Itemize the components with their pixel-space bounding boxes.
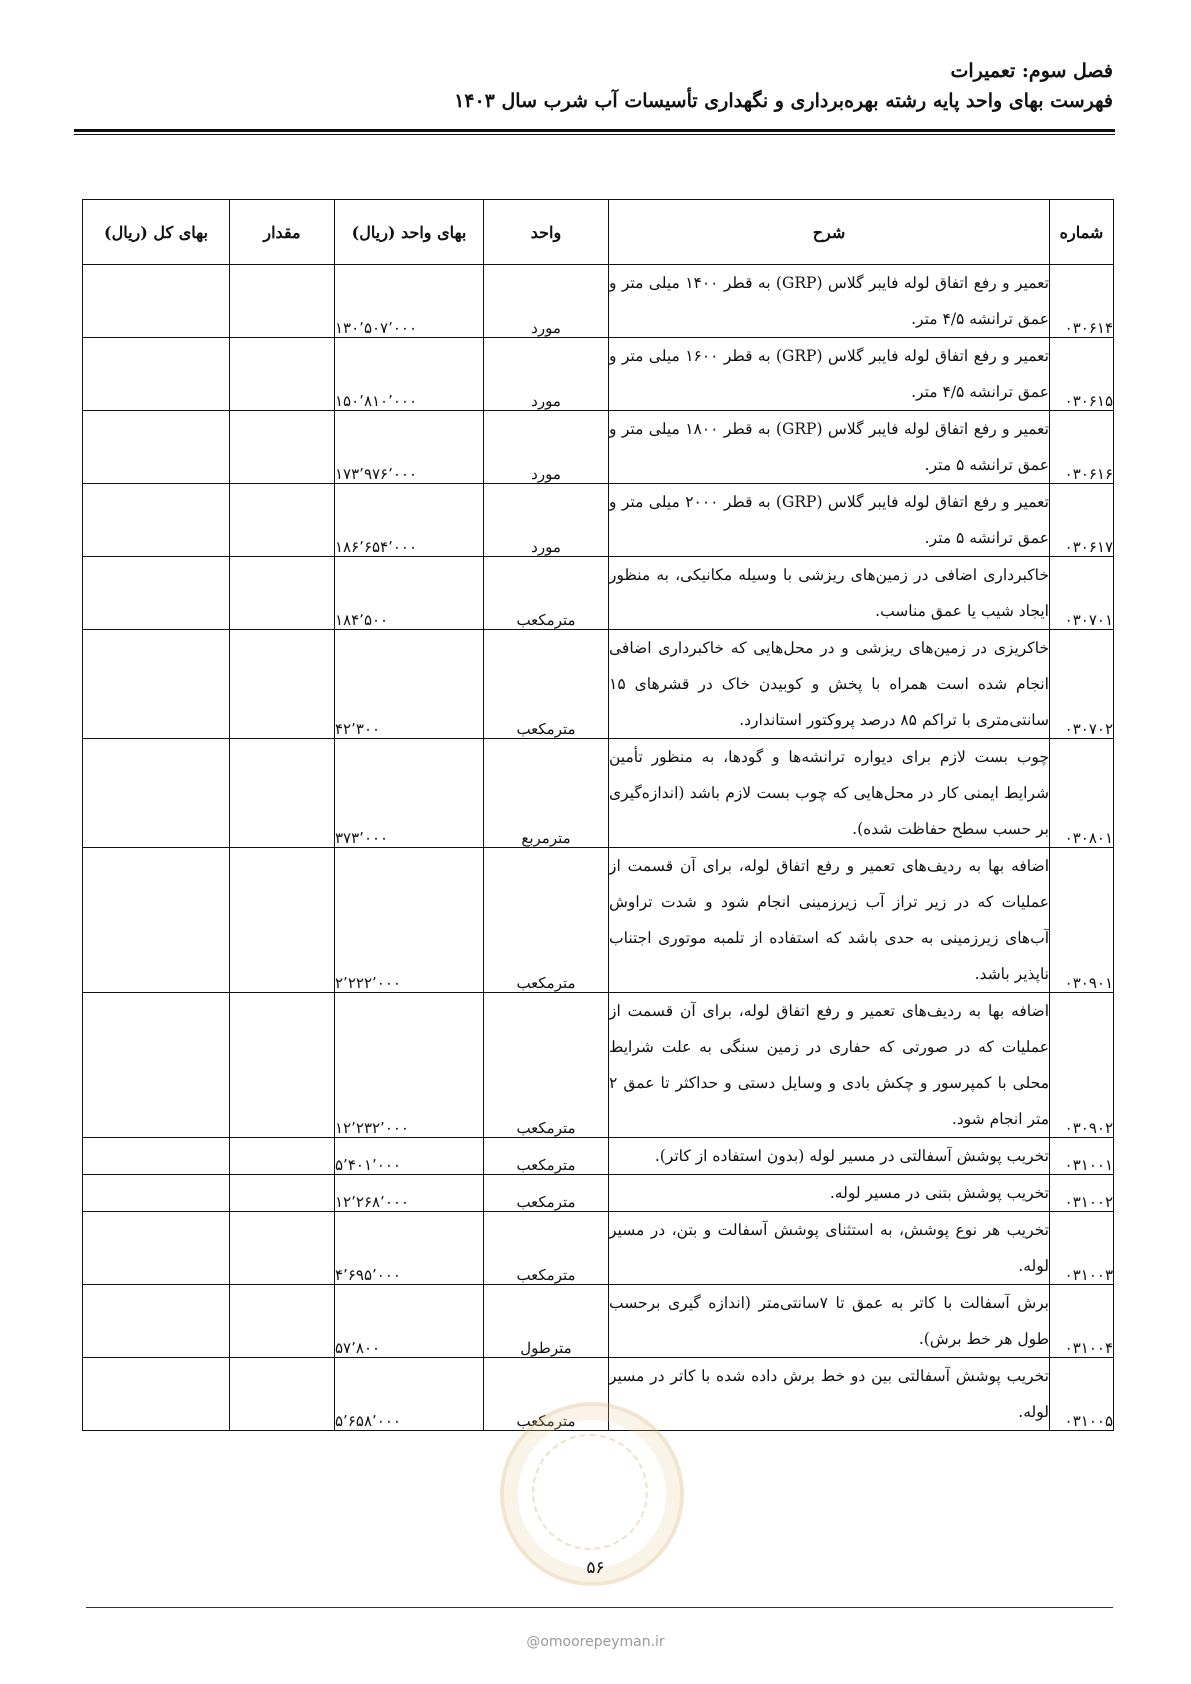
row-total-price bbox=[83, 1175, 230, 1212]
row-code: ۰۳۰۶۱۶ bbox=[1050, 411, 1114, 484]
row-unit-price: ۲٬۲۲۲٬۰۰۰ bbox=[335, 848, 484, 993]
row-unit: مترمکعب bbox=[484, 630, 609, 739]
row-unit-price: ۵٬۶۵۸٬۰۰۰ bbox=[335, 1358, 484, 1431]
row-quantity bbox=[230, 1175, 335, 1212]
row-total-price bbox=[83, 1358, 230, 1431]
row-description: تخریب پوشش آسفالتی بین دو خط برش داده شده با کاتر در مسیر لوله. bbox=[609, 1358, 1050, 1431]
row-description: اضافه بها به ردیف‌های تعمیر و رفع اتفاق لوله، برای آن قسمت از عملیات که در زیر تراز آب زیرزمینی انجام شود و شدت تراوش آب‌های زیرزمینی به حدی باشد که استفاده از تلمبه موتوری اجتناب ناپذیر باشد. bbox=[609, 848, 1050, 993]
chapter-title: فصل سوم: تعمیرات bbox=[950, 60, 1113, 82]
col-header-code: شماره bbox=[1050, 200, 1114, 265]
row-quantity bbox=[230, 1285, 335, 1358]
col-header-price: بهای واحد (ریال) bbox=[335, 200, 484, 265]
row-description: خاکبرداری اضافی در زمین‌های ریزشی با وسیله مکانیکی، به منظور ایجاد شیب یا عمق مناسب. bbox=[609, 557, 1050, 630]
header-rule-thin bbox=[74, 134, 1115, 135]
row-total-price bbox=[83, 557, 230, 630]
row-total-price bbox=[83, 848, 230, 993]
row-unit-price: ۳۷۳٬۰۰۰ bbox=[335, 739, 484, 848]
row-code: ۰۳۱۰۰۲ bbox=[1050, 1175, 1114, 1212]
row-description: خاکریزی در زمین‌های ریزشی و در محل‌هایی که خاکبرداری اضافی انجام شده است همراه با پخش و کوبیدن خاک در قشرهای ۱۵ سانتی‌متری با تراکم ۸۵ درصد پروکتور استاندارد. bbox=[609, 630, 1050, 739]
table-row bbox=[83, 1358, 1114, 1431]
row-description: اضافه بها به ردیف‌های تعمیر و رفع اتفاق لوله، برای آن قسمت از عملیات که در صورتی که حفاری در زمین سنگی به علت شرایط محلی با کمپرسور و چکش بادی و وسایل دستی و حداکثر تا عمق ۲ متر انجام شود. bbox=[609, 993, 1050, 1138]
row-unit-price: ۵۷٬۸۰۰ bbox=[335, 1285, 484, 1358]
row-code: ۰۳۰۷۰۲ bbox=[1050, 630, 1114, 739]
row-description: برش آسفالت با کاتر به عمق تا ۷سانتی‌متر (اندازه گیری برحسب طول هر خط برش). bbox=[609, 1285, 1050, 1358]
table-row bbox=[83, 265, 1114, 338]
row-code: ۰۳۱۰۰۴ bbox=[1050, 1285, 1114, 1358]
row-quantity bbox=[230, 993, 335, 1138]
col-header-desc: شرح bbox=[609, 200, 1050, 265]
row-unit: مترمکعب bbox=[484, 1138, 609, 1175]
table-row bbox=[83, 1285, 1114, 1358]
row-unit-price: ۱۲٬۲۶۸٬۰۰۰ bbox=[335, 1175, 484, 1212]
row-code: ۰۳۰۶۱۴ bbox=[1050, 265, 1114, 338]
row-unit: مترمکعب bbox=[484, 557, 609, 630]
row-total-price bbox=[83, 1212, 230, 1285]
row-unit: مترمکعب bbox=[484, 848, 609, 993]
document-title: فهرست بهای واحد پایه رشته بهره‌برداری و نگهداری تأسیسات آب شرب سال ۱۴۰۳ bbox=[454, 90, 1113, 112]
footer-rule bbox=[86, 1607, 1113, 1608]
site-watermark: @omoorepeyman.ir bbox=[526, 1634, 665, 1650]
table-row bbox=[83, 1212, 1114, 1285]
row-total-price bbox=[83, 739, 230, 848]
price-list-table bbox=[82, 199, 1114, 1431]
row-total-price bbox=[83, 1285, 230, 1358]
row-unit: مورد bbox=[484, 265, 609, 338]
row-quantity bbox=[230, 848, 335, 993]
page-header bbox=[78, 56, 1113, 116]
row-code: ۰۳۱۰۰۱ bbox=[1050, 1138, 1114, 1175]
row-unit-price: ۱۳۰٬۵۰۷٬۰۰۰ bbox=[335, 265, 484, 338]
row-code: ۰۳۰۹۰۲ bbox=[1050, 993, 1114, 1138]
row-unit-price: ۱۸۴٬۵۰۰ bbox=[335, 557, 484, 630]
row-description: تعمیر و رفع اتفاق لوله فایبر گلاس (GRP) به قطر ۱۶۰۰ میلی متر و عمق ترانشه ۴/۵ متر. bbox=[609, 338, 1050, 411]
row-unit-price: ۴۲٬۳۰۰ bbox=[335, 630, 484, 739]
row-total-price bbox=[83, 484, 230, 557]
table-row bbox=[83, 630, 1114, 739]
row-unit-price: ۱۵۰٬۸۱۰٬۰۰۰ bbox=[335, 338, 484, 411]
row-unit: مترمکعب bbox=[484, 1175, 609, 1212]
row-quantity bbox=[230, 484, 335, 557]
row-unit-price: ۱۷۳٬۹۷۶٬۰۰۰ bbox=[335, 411, 484, 484]
row-quantity bbox=[230, 411, 335, 484]
table-row bbox=[83, 739, 1114, 848]
col-header-qty: مقدار bbox=[230, 200, 335, 265]
row-quantity bbox=[230, 265, 335, 338]
table-row bbox=[83, 1138, 1114, 1175]
row-total-price bbox=[83, 265, 230, 338]
row-unit: مترمکعب bbox=[484, 1358, 609, 1431]
page-number: ۵۶ bbox=[586, 1558, 605, 1578]
row-description: تخریب هر نوع پوشش، به استثنای پوشش آسفالت و بتن، در مسیر لوله. bbox=[609, 1212, 1050, 1285]
table-row bbox=[83, 557, 1114, 630]
row-total-price bbox=[83, 993, 230, 1138]
row-unit-price: ۴٬۶۹۵٬۰۰۰ bbox=[335, 1212, 484, 1285]
row-total-price bbox=[83, 338, 230, 411]
row-total-price bbox=[83, 630, 230, 739]
row-unit-price: ۵٬۴۰۱٬۰۰۰ bbox=[335, 1138, 484, 1175]
row-total-price bbox=[83, 411, 230, 484]
row-quantity bbox=[230, 1138, 335, 1175]
col-header-total: بهای کل (ریال) bbox=[83, 200, 230, 265]
row-unit-price: ۱۸۶٬۶۵۴٬۰۰۰ bbox=[335, 484, 484, 557]
col-header-unit: واحد bbox=[484, 200, 609, 265]
row-description: تخریب پوشش بتنی در مسیر لوله. bbox=[609, 1175, 1050, 1212]
row-code: ۰۳۱۰۰۵ bbox=[1050, 1358, 1114, 1431]
row-code: ۰۳۱۰۰۳ bbox=[1050, 1212, 1114, 1285]
row-unit-price: ۱۲٬۲۳۲٬۰۰۰ bbox=[335, 993, 484, 1138]
row-quantity bbox=[230, 557, 335, 630]
table-row bbox=[83, 848, 1114, 993]
row-unit: مورد bbox=[484, 411, 609, 484]
row-unit: مترمکعب bbox=[484, 993, 609, 1138]
row-description: تخریب پوشش آسفالتی در مسیر لوله (بدون استفاده از کاتر). bbox=[609, 1138, 1050, 1175]
row-unit: مورد bbox=[484, 484, 609, 557]
header-rule-thick bbox=[74, 129, 1115, 132]
row-total-price bbox=[83, 1138, 230, 1175]
table-row bbox=[83, 484, 1114, 557]
row-code: ۰۳۰۸۰۱ bbox=[1050, 739, 1114, 848]
row-unit: مترمکعب bbox=[484, 1212, 609, 1285]
row-code: ۰۳۰۷۰۱ bbox=[1050, 557, 1114, 630]
row-description: تعمیر و رفع اتفاق لوله فایبر گلاس (GRP) به قطر ۱۴۰۰ میلی متر و عمق ترانشه ۴/۵ متر. bbox=[609, 265, 1050, 338]
row-description: چوب بست لازم برای دیواره ترانشه‌ها و گودها، به منظور تأمین شرایط ایمنی کار در محل‌هایی که چوب بست لازم باشد (اندازه‌گیری بر حسب سطح حفاظت شده). bbox=[609, 739, 1050, 848]
row-code: ۰۳۰۶۱۷ bbox=[1050, 484, 1114, 557]
row-code: ۰۳۰۶۱۵ bbox=[1050, 338, 1114, 411]
row-quantity bbox=[230, 739, 335, 848]
table-row bbox=[83, 338, 1114, 411]
row-description: تعمیر و رفع اتفاق لوله فایبر گلاس (GRP) به قطر ۲۰۰۰ میلی متر و عمق ترانشه ۵ متر. bbox=[609, 484, 1050, 557]
table-row bbox=[83, 993, 1114, 1138]
row-code: ۰۳۰۹۰۱ bbox=[1050, 848, 1114, 993]
row-quantity bbox=[230, 1212, 335, 1285]
row-quantity bbox=[230, 1358, 335, 1431]
row-unit: مترطول bbox=[484, 1285, 609, 1358]
row-quantity bbox=[230, 338, 335, 411]
row-description: تعمیر و رفع اتفاق لوله فایبر گلاس (GRP) به قطر ۱۸۰۰ میلی متر و عمق ترانشه ۵ متر. bbox=[609, 411, 1050, 484]
table-header-row bbox=[83, 200, 1114, 265]
table-row bbox=[83, 1175, 1114, 1212]
row-unit: مورد bbox=[484, 338, 609, 411]
row-quantity bbox=[230, 630, 335, 739]
row-unit: مترمربع bbox=[484, 739, 609, 848]
table-row bbox=[83, 411, 1114, 484]
